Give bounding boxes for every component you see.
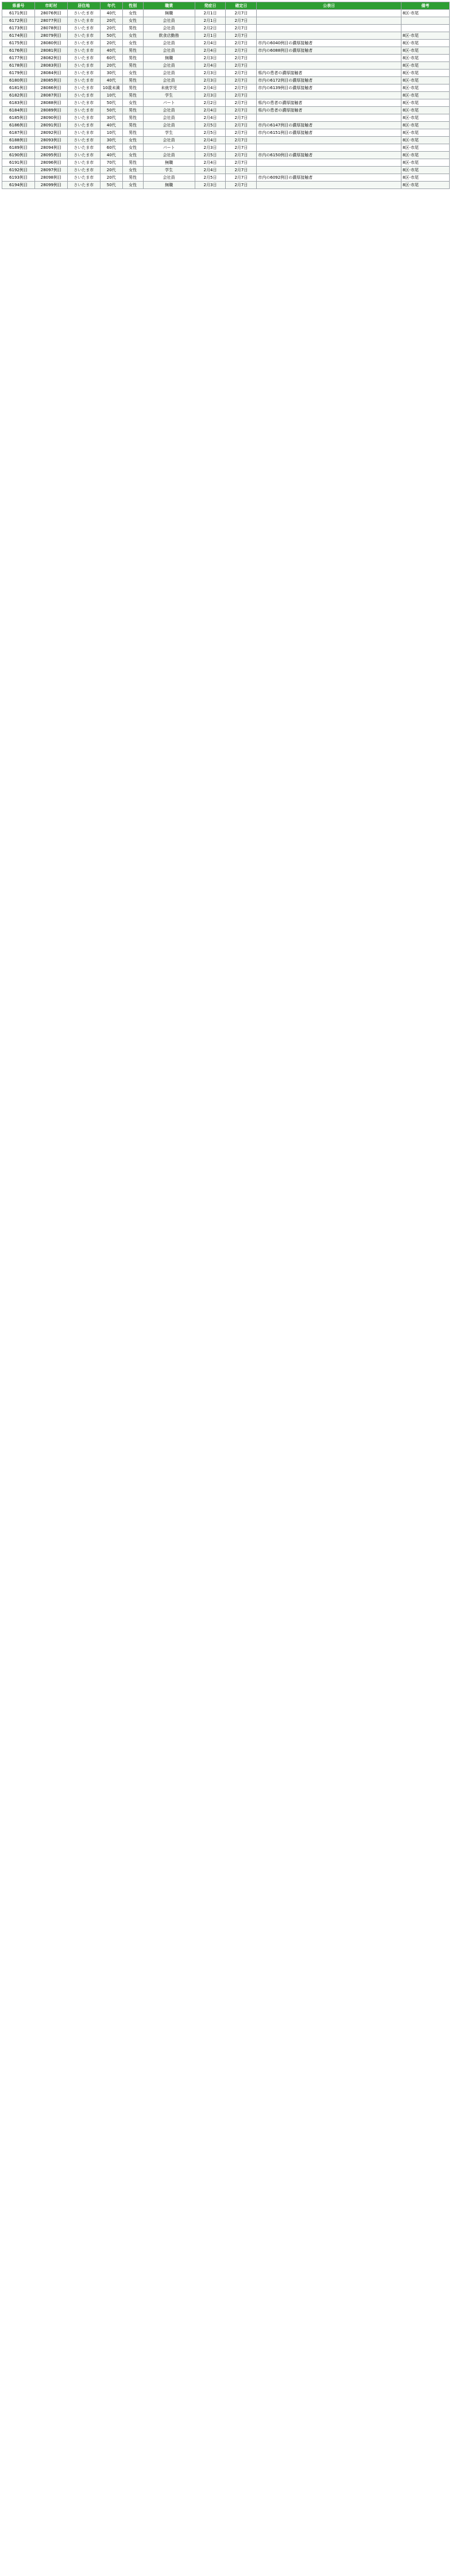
table-cell: さいたま市 [67,167,100,174]
table-cell: 2月2日 [195,99,226,107]
table-cell: 会社員 [143,114,195,122]
table-row [2,84,450,92]
table-cell: 8区-市尾 [401,122,450,129]
table-cell: 2月5日 [195,129,226,137]
table-cell: 50代 [100,182,122,189]
table-cell: 男性 [122,62,143,70]
table-cell: 50代 [100,32,122,40]
table-cell [257,62,401,70]
table-cell: 28082例目 [34,55,67,62]
table-row [2,99,450,107]
table-cell [257,144,401,152]
table-cell: 2月3日 [195,92,226,99]
table-cell [257,92,401,99]
header-row [2,2,450,10]
table-cell: 28084例目 [34,70,67,77]
table-cell: 2月1日 [195,32,226,40]
table-cell: 市内の6040例目の濃厚接触者 [257,40,401,47]
table-row [2,167,450,174]
header-cell: 県番号 [2,2,35,10]
table-cell: 2月7日 [226,25,257,32]
table-cell: 6179例目 [2,70,35,77]
table-cell: 28092例目 [34,129,67,137]
table-cell: 6190例目 [2,152,35,159]
table-cell: 2月7日 [226,77,257,84]
table-row [2,174,450,182]
table-cell: 6194例目 [2,182,35,189]
table-cell: 無職 [143,10,195,17]
table-cell: 県内の患者の濃厚接触者 [257,70,401,77]
table-cell: 2月1日 [195,17,226,25]
table-cell: 無職 [143,159,195,167]
table-row [2,70,450,77]
table-cell: 2月7日 [226,99,257,107]
table-cell: 2月4日 [195,159,226,167]
table-cell: 女性 [122,17,143,25]
table-cell: 2月5日 [195,122,226,129]
case-table [2,2,450,189]
table-cell: 8区-市尾 [401,144,450,152]
table-cell: 8区-市尾 [401,129,450,137]
table-cell: 飲食店勤務 [143,32,195,40]
table-cell: 会社員 [143,174,195,182]
table-cell [401,25,450,32]
table-cell: 30代 [100,137,122,144]
table-cell: 70代 [100,159,122,167]
table-cell: 2月4日 [195,62,226,70]
table-cell: 28083例目 [34,62,67,70]
table-cell [257,137,401,144]
table-cell: 男性 [122,92,143,99]
table-cell: 28080例目 [34,40,67,47]
table-cell: 市内の6088例目の濃厚接触者 [257,47,401,55]
table-cell: 20代 [100,25,122,32]
table-cell: 28079例目 [34,32,67,40]
table-cell: 28093例目 [34,137,67,144]
table-row [2,17,450,25]
table-cell: 28091例目 [34,122,67,129]
table-cell: さいたま市 [67,70,100,77]
table-cell: 20代 [100,17,122,25]
table-cell: 40代 [100,77,122,84]
table-cell: 60代 [100,144,122,152]
table-cell: 男性 [122,122,143,129]
table-cell: 会社員 [143,40,195,47]
table-cell: 8区-市尾 [401,99,450,107]
header-cell: 公表日 [257,2,401,10]
table-cell: 2月3日 [195,144,226,152]
table-cell: 2月7日 [226,129,257,137]
table-cell: 8区-市尾 [401,159,450,167]
table-cell: 8区-市尾 [401,182,450,189]
table-cell: 男性 [122,114,143,122]
table-cell: 2月4日 [195,107,226,114]
table-cell: 30代 [100,114,122,122]
table-cell: 6180例目 [2,77,35,84]
table-cell: 2月3日 [195,70,226,77]
table-cell: 未就学児 [143,84,195,92]
header-cell: 発症日 [195,2,226,10]
table-cell: 女性 [122,152,143,159]
table-cell: 男性 [122,107,143,114]
table-cell [257,10,401,17]
table-cell: 6174例目 [2,32,35,40]
table-cell: 40代 [100,152,122,159]
table-cell: 8区-市尾 [401,10,450,17]
table-cell: 無職 [143,182,195,189]
table-cell: 2月7日 [226,144,257,152]
table-cell: 市内の6139例目の濃厚接触者 [257,84,401,92]
table-row [2,107,450,114]
table-row [2,159,450,167]
table-cell: 50代 [100,99,122,107]
table-cell: 2月3日 [195,182,226,189]
table-cell: 会社員 [143,70,195,77]
table-cell: さいたま市 [67,99,100,107]
table-cell: 10歳未満 [100,84,122,92]
table-row [2,10,450,17]
table-cell: 8区-市尾 [401,92,450,99]
table-cell: 2月4日 [195,137,226,144]
table-cell: 無職 [143,55,195,62]
table-cell: 40代 [100,47,122,55]
table-body [2,10,450,189]
table-cell: 2月7日 [226,122,257,129]
table-cell: さいたま市 [67,182,100,189]
table-cell: 28094例目 [34,144,67,152]
table-cell: 6171例目 [2,10,35,17]
table-cell: 30代 [100,70,122,77]
table-cell: さいたま市 [67,159,100,167]
table-cell: 28078例目 [34,25,67,32]
table-row [2,122,450,129]
table-cell: 20代 [100,62,122,70]
table-cell: さいたま市 [67,47,100,55]
table-cell: 会社員 [143,107,195,114]
table-cell: 2月7日 [226,167,257,174]
table-cell: さいたま市 [67,129,100,137]
table-cell: 28087例目 [34,92,67,99]
table-cell: 2月7日 [226,84,257,92]
table-cell: 2月7日 [226,92,257,99]
table-cell: 8区-市尾 [401,70,450,77]
header-cell: 年代 [100,2,122,10]
table-cell: 2月7日 [226,17,257,25]
table-cell: 2月7日 [226,159,257,167]
header-cell: 性別 [122,2,143,10]
table-cell [257,182,401,189]
table-cell: 20代 [100,174,122,182]
table-cell: 会社員 [143,152,195,159]
table-cell: 28097例目 [34,167,67,174]
table-cell: 男性 [122,159,143,167]
table-cell: 女性 [122,40,143,47]
table-cell: さいたま市 [67,62,100,70]
table-cell: 40代 [100,10,122,17]
table-header [2,2,450,10]
table-cell [257,17,401,25]
table-cell: さいたま市 [67,77,100,84]
table-cell: 県内の患者の濃厚接触者 [257,107,401,114]
table-cell: 2月7日 [226,174,257,182]
table-cell: 2月7日 [226,47,257,55]
table-cell: 28085例目 [34,77,67,84]
table-cell: 男性 [122,174,143,182]
table-cell [257,167,401,174]
table-cell: 8区-市尾 [401,137,450,144]
table-cell: 2月7日 [226,152,257,159]
table-cell [401,17,450,25]
table-row [2,40,450,47]
table-row [2,55,450,62]
table-cell: 6186例目 [2,122,35,129]
table-cell: 2月7日 [226,40,257,47]
table-cell: 6182例目 [2,92,35,99]
table-cell: 学生 [143,92,195,99]
header-cell: 居住地 [67,2,100,10]
table-cell: さいたま市 [67,17,100,25]
table-cell: 女性 [122,144,143,152]
table-cell: パート [143,144,195,152]
table-cell: 20代 [100,167,122,174]
table-cell: 県内の患者の濃厚接触者 [257,99,401,107]
table-cell: さいたま市 [67,25,100,32]
table-cell: 会社員 [143,25,195,32]
table-cell: 28086例目 [34,84,67,92]
table-cell: 男性 [122,77,143,84]
table-cell: さいたま市 [67,144,100,152]
table-cell: 28096例目 [34,159,67,167]
table-cell: 28076例目 [34,10,67,17]
header-cell: 備考 [401,2,450,10]
table-cell: 会社員 [143,17,195,25]
table-cell: 6177例目 [2,55,35,62]
table-cell: 会社員 [143,77,195,84]
table-cell: 6193例目 [2,174,35,182]
table-cell: 男性 [122,84,143,92]
table-cell: 2月7日 [226,55,257,62]
table-row [2,144,450,152]
table-cell: 6185例目 [2,114,35,122]
table-cell: 女性 [122,99,143,107]
table-cell: 28081例目 [34,47,67,55]
table-cell: 8区-市尾 [401,62,450,70]
table-cell: 男性 [122,25,143,32]
table-cell: 6189例目 [2,144,35,152]
table-cell: 2月7日 [226,137,257,144]
table-cell: さいたま市 [67,152,100,159]
table-row [2,32,450,40]
table-cell: 市内の6147例目の濃厚接触者 [257,122,401,129]
table-row [2,152,450,159]
table-cell: 男性 [122,55,143,62]
table-cell: 28090例目 [34,114,67,122]
table-cell: 女性 [122,10,143,17]
table-cell: 2月3日 [195,77,226,84]
table-cell: 市内の6151例目の濃厚接触者 [257,129,401,137]
table-row [2,182,450,189]
table-cell: 6191例目 [2,159,35,167]
table-cell [257,114,401,122]
table-cell: 10代 [100,92,122,99]
table-row [2,47,450,55]
table-cell: 市内の6092例目の濃厚接触者 [257,174,401,182]
table-cell: さいたま市 [67,92,100,99]
table-cell: 2月4日 [195,114,226,122]
table-cell: 8区-市尾 [401,84,450,92]
table-cell: 50代 [100,107,122,114]
table-cell: 女性 [122,137,143,144]
table-row [2,77,450,84]
table-cell: 8区-市尾 [401,40,450,47]
table-cell: 6178例目 [2,62,35,70]
table-cell: 2月4日 [195,47,226,55]
table-cell: 2月7日 [226,32,257,40]
table-cell: 2月5日 [195,174,226,182]
table-cell: 40代 [100,122,122,129]
table-cell: 学生 [143,129,195,137]
table-cell: 女性 [122,167,143,174]
table-cell: 6183例目 [2,99,35,107]
table-cell: 6176例目 [2,47,35,55]
table-cell: さいたま市 [67,114,100,122]
table-cell: 会社員 [143,62,195,70]
table-cell: 2月7日 [226,62,257,70]
table-cell: 2月7日 [226,10,257,17]
table-cell: 会社員 [143,122,195,129]
table-cell: 男性 [122,47,143,55]
table-cell: 2月5日 [195,152,226,159]
table-cell: 6184例目 [2,107,35,114]
table-cell: 2月4日 [195,84,226,92]
table-cell [257,159,401,167]
table-cell: 10代 [100,129,122,137]
table-cell: 8区-市尾 [401,47,450,55]
table-cell: 2月4日 [195,167,226,174]
table-row [2,25,450,32]
table-cell: 女性 [122,70,143,77]
table-cell: 8区-市尾 [401,107,450,114]
table-cell: 8区-市尾 [401,32,450,40]
table-cell: さいたま市 [67,84,100,92]
table-cell: 28095例目 [34,152,67,159]
table-cell: 2月7日 [226,182,257,189]
table-row [2,62,450,70]
table-cell: 2月1日 [195,10,226,17]
table-cell: パート [143,99,195,107]
table-cell: さいたま市 [67,122,100,129]
table-cell: 2月2日 [195,25,226,32]
table-cell: 6173例目 [2,25,35,32]
header-cell: 職業 [143,2,195,10]
table-row [2,129,450,137]
table-cell: 6187例目 [2,129,35,137]
table-cell: 28077例目 [34,17,67,25]
table-cell: 28088例目 [34,99,67,107]
table-cell: 女性 [122,32,143,40]
table-cell: 会社員 [143,47,195,55]
table-cell: 2月4日 [195,40,226,47]
table-cell: 2月7日 [226,70,257,77]
table-cell: 28098例目 [34,174,67,182]
table-cell: 6192例目 [2,167,35,174]
table-cell: 28089例目 [34,107,67,114]
table-cell: 60代 [100,55,122,62]
table-cell: 6172例目 [2,17,35,25]
table-cell: 8区-市尾 [401,152,450,159]
table-cell: 6181例目 [2,84,35,92]
table-cell: 8区-市尾 [401,55,450,62]
table-row [2,114,450,122]
header-cell: 市町村 [34,2,67,10]
table-cell: 8区-市尾 [401,114,450,122]
table-cell: さいたま市 [67,40,100,47]
table-cell [257,32,401,40]
table-cell: 6175例目 [2,40,35,47]
table-row [2,92,450,99]
table-cell: 2月7日 [226,114,257,122]
table-cell: 市内の6150例目の濃厚接触者 [257,152,401,159]
table-cell: 会社員 [143,137,195,144]
table-cell: さいたま市 [67,107,100,114]
table-cell: 2月7日 [226,107,257,114]
table-cell: 8区-市尾 [401,77,450,84]
table-cell [257,55,401,62]
header-cell: 確定日 [226,2,257,10]
table-cell: さいたま市 [67,137,100,144]
table-cell: 20代 [100,40,122,47]
table-cell: 市内の6172例目の濃厚接触者 [257,77,401,84]
table-cell: 28099例目 [34,182,67,189]
table-cell: さいたま市 [67,55,100,62]
table-cell: 男性 [122,129,143,137]
table-cell: さいたま市 [67,10,100,17]
table-cell: 6188例目 [2,137,35,144]
table-cell: さいたま市 [67,174,100,182]
table-cell: 8区-市尾 [401,174,450,182]
table-cell: 学生 [143,167,195,174]
table-cell [257,25,401,32]
table-row [2,137,450,144]
table-cell: 8区-市尾 [401,167,450,174]
table-cell: 女性 [122,182,143,189]
table-cell: 2月3日 [195,55,226,62]
table-cell: さいたま市 [67,32,100,40]
